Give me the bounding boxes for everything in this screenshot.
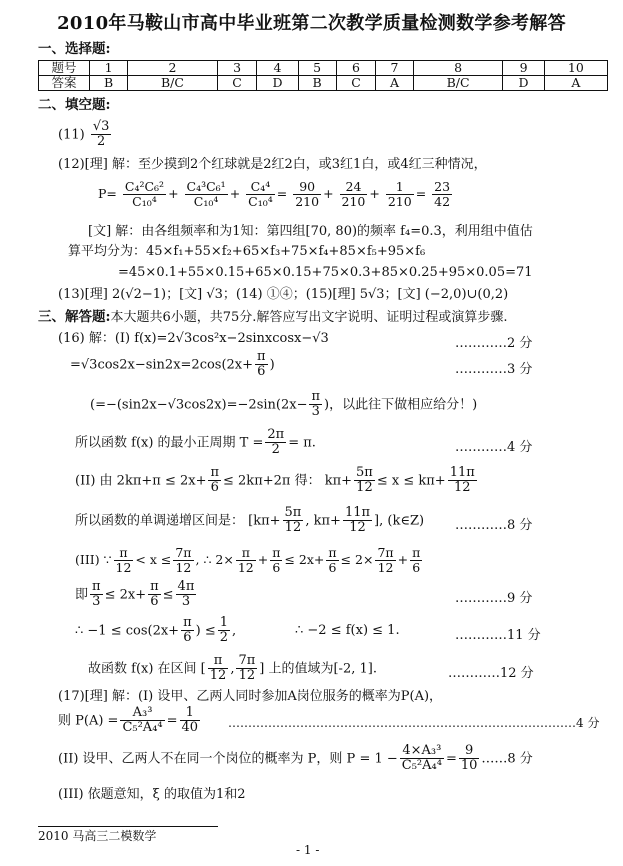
formula-text: )，以此往下做相应给分！) — [324, 397, 478, 413]
section-2-heading: 二、填空题: — [38, 97, 111, 113]
numerator: π — [150, 579, 159, 594]
numerator: 1 — [386, 180, 414, 195]
denominator: 10 — [460, 758, 478, 774]
numerator: π — [210, 465, 220, 480]
numerator: 4×A₃³ — [400, 744, 444, 759]
numerator: A₃³ — [120, 706, 164, 721]
numerator: π — [272, 545, 281, 560]
fraction — [181, 616, 194, 646]
numerator: π — [92, 579, 101, 594]
fraction — [148, 580, 161, 610]
fraction — [265, 428, 286, 458]
q11-fraction — [91, 120, 112, 150]
formula-text: , — [230, 661, 235, 677]
denominator: 6 — [412, 559, 421, 575]
fraction — [270, 546, 282, 575]
denominator: 2 — [96, 134, 106, 150]
formula-text: ≤ 2x+ — [104, 587, 147, 603]
numerator: 9 — [459, 744, 480, 759]
formula-text: (II) 设甲、乙两人不在同一个岗位的概率为 P，则 P = 1 − — [58, 751, 398, 767]
numerator: 2π — [267, 427, 285, 442]
fraction — [208, 654, 229, 684]
score: ……………………………………………………………………………4 分 — [228, 716, 600, 730]
numerator: 1 — [219, 615, 229, 630]
numerator: 7π — [175, 545, 192, 560]
denominator: 40 — [181, 720, 199, 736]
denominator: 3 — [181, 594, 191, 610]
fraction — [293, 180, 321, 209]
fraction — [410, 546, 422, 575]
formula-text: = — [166, 713, 178, 729]
fraction — [309, 390, 322, 420]
denominator: 12 — [238, 668, 256, 684]
formula-text: ) ≤ — [195, 623, 216, 639]
denominator: 210 — [387, 193, 412, 209]
denominator: 210 — [295, 193, 320, 209]
denominator: 12 — [453, 480, 471, 496]
numerator: 24 — [340, 180, 368, 195]
denominator: 12 — [237, 559, 254, 575]
table-cell: 5 — [298, 61, 336, 76]
numerator: 4π — [177, 579, 195, 594]
denominator: 6 — [328, 559, 337, 575]
q16-line4 — [75, 428, 316, 458]
formula-text: ≤ 2× — [340, 551, 374, 567]
table-cell: B/C — [413, 76, 503, 91]
numerator: 11π — [344, 505, 371, 520]
numerator: π — [257, 349, 266, 364]
score: …………4 分 — [455, 440, 533, 455]
table-cell: 1 — [90, 61, 128, 76]
fraction — [326, 546, 338, 575]
table-cell: B — [90, 76, 128, 91]
table-cell: 2 — [128, 61, 218, 76]
q12-wen-line3: =45×0.1+55×0.15+65×0.15+75×0.3+85×0.25+95×0.05=71 — [118, 265, 533, 280]
formula-text: (=−(sin2x−√3cos2x)=−2sin(2x− — [90, 397, 308, 413]
q16-line8 — [75, 580, 198, 610]
formula-text: ∴ −1 ≤ cos(2x+ — [75, 623, 180, 639]
page-title: 2010年马鞍山市高中毕业班第二次教学质量检测数学参考解答 — [57, 13, 566, 34]
q16-line9 — [75, 616, 236, 646]
fraction — [459, 744, 480, 774]
q16-line5 — [75, 466, 479, 496]
q16-line1: (16) 解：(I) f(x)=2√3cos²x−2sinxcosx−√3 — [58, 331, 329, 346]
formula-text: ……8 分 — [481, 751, 533, 767]
q16-line2 — [70, 350, 275, 380]
table-cell: D — [503, 76, 544, 91]
fraction — [400, 744, 444, 774]
q11-label: (11) — [58, 127, 85, 143]
formula-text: =√3cos2x−sin2x=2cos(2x+ — [70, 357, 254, 373]
formula-text: < x ≤ — [135, 551, 172, 567]
q12-li-text: (12)[理] 解：至少摸到2个红球就是2红2白，或3红1白，或4红三种情况， — [58, 157, 487, 172]
numerator: π — [114, 546, 134, 561]
numerator: 5π — [284, 505, 302, 520]
q17-line4: (III) 依题意知，ξ 的取值为1和2 — [58, 787, 246, 802]
q16-line10 — [88, 654, 377, 684]
q17-line2 — [58, 706, 202, 736]
fraction — [386, 180, 414, 209]
formula-text: ] 上的值域为[-2, 1]. — [259, 661, 377, 677]
table-row-answers — [39, 76, 608, 91]
denominator: 6 — [210, 480, 219, 496]
fraction — [208, 466, 221, 496]
formula-text: + — [257, 551, 269, 567]
table-cell: 8 — [413, 61, 503, 76]
numerator: π — [183, 615, 192, 630]
table-cell: B/C — [128, 76, 218, 91]
score: …………2 分 — [455, 336, 533, 351]
section-3-intro: 本大题共6小题，共75分.解答应写出文字说明、证明过程或演算步骤. — [110, 310, 508, 325]
numerator: 1 — [180, 706, 201, 721]
footer-divider — [38, 826, 218, 827]
numerator: C₄²C₆² — [124, 179, 165, 194]
fraction — [176, 580, 197, 610]
table-cell: 3 — [217, 61, 257, 76]
numerator: 23 — [434, 179, 451, 194]
denominator: C₅²A₄⁴ — [122, 720, 163, 736]
denominator: C₅²A₄⁴ — [401, 758, 442, 774]
score: …………11 分 — [455, 628, 541, 643]
score: …………12 分 — [448, 666, 534, 681]
fraction — [246, 180, 275, 209]
denominator: 12 — [284, 520, 302, 536]
table-answer-label: 答案 — [39, 76, 90, 91]
denominator: 12 — [175, 559, 192, 575]
section-3-heading: 三、解答题: — [38, 309, 111, 325]
fraction — [375, 546, 395, 575]
numerator: π — [236, 546, 256, 561]
formula-text: ) — [269, 357, 275, 373]
denominator: 12 — [356, 480, 373, 496]
table-cell: B — [298, 76, 336, 91]
formula-text: 则 P(A) = — [58, 713, 119, 729]
fraction — [180, 706, 201, 736]
section-1-heading: 一、选择题: — [38, 41, 111, 57]
denominator: 2 — [271, 442, 280, 458]
fraction — [236, 546, 256, 575]
numerator: π — [311, 389, 321, 404]
fraction — [123, 180, 166, 209]
denominator: 12 — [115, 559, 132, 575]
denominator: 12 — [349, 520, 366, 536]
q13-15-answers: (13)[理] 2(√2−1)；[文] √3；(14) ①④；(15)[理] 5√3；[文] (−2,0)∪(0,2) — [58, 287, 509, 302]
fraction — [90, 580, 103, 610]
numerator: 7π — [377, 545, 394, 560]
formula-text: 即 — [75, 587, 89, 603]
formula-text: ≤ — [162, 587, 174, 603]
fraction — [255, 350, 268, 380]
fraction — [173, 546, 193, 575]
formula-text: , ∴ 2× — [195, 551, 234, 567]
table-cell: C — [336, 76, 376, 91]
formula-text: (III) ∵ — [75, 551, 112, 567]
table-cell: C — [217, 76, 257, 91]
table-cell: 9 — [503, 61, 544, 76]
table-cell: A — [376, 76, 414, 91]
denominator: 6 — [150, 594, 159, 610]
formula-text: P= — [98, 185, 117, 201]
denominator: 3 — [92, 594, 101, 610]
fraction — [185, 180, 228, 209]
formula-text: ≤ 2x+ — [284, 551, 325, 567]
score: …………8 分 — [455, 518, 533, 533]
table-header-label: 题号 — [39, 61, 90, 76]
q11-answer — [58, 120, 113, 150]
denominator: 6 — [257, 364, 266, 380]
q16-line3 — [90, 390, 477, 420]
numerator: π — [328, 545, 337, 560]
numerator: 90 — [293, 180, 321, 195]
q12-wen-line1: [文] 解：由各组频率和为1知：第四组[70, 80)的频率 f₄=0.3，利用组中值估 — [88, 224, 533, 239]
fraction — [448, 466, 477, 496]
score: …………3 分 — [455, 362, 533, 377]
denominator: C₁₀⁴ — [248, 193, 273, 209]
denominator: 12 — [209, 668, 227, 684]
formula-text: ≤ x ≤ kπ+ — [376, 473, 446, 489]
table-cell: D — [257, 76, 298, 91]
answer-table — [38, 60, 608, 91]
table-row-numbers — [39, 61, 608, 76]
fraction — [120, 706, 164, 736]
table-cell: 6 — [336, 61, 376, 76]
denominator: C₁₀⁴ — [193, 193, 219, 209]
numerator: π — [412, 545, 421, 560]
numerator: 11π — [449, 465, 475, 480]
q17-line3 — [58, 744, 533, 774]
fraction — [340, 180, 368, 209]
denominator: 2 — [219, 630, 229, 646]
table-cell: 10 — [544, 61, 607, 76]
denominator: C₁₀⁴ — [132, 193, 157, 209]
fraction — [236, 654, 257, 684]
q16-line9-range: ∴ −2 ≤ f(x) ≤ 1. — [295, 623, 400, 638]
formula-text: 故函数 f(x) 在区间 [ — [88, 661, 206, 677]
formula-text: + — [397, 551, 409, 567]
denominator: 3 — [311, 404, 320, 420]
q17-line1: (17)[理] 解：(I) 设甲、乙两人同时参加A岗位服务的概率为P(A)， — [58, 689, 443, 704]
section-3-header — [38, 310, 508, 326]
formula-text: = — [445, 751, 457, 767]
numerator: 7π — [238, 653, 256, 668]
numerator: C₄³C₆¹ — [186, 179, 226, 194]
table-cell: 4 — [257, 61, 298, 76]
fraction — [114, 546, 134, 575]
fraction — [218, 616, 230, 646]
formula-text: , — [232, 623, 237, 639]
table-cell: 7 — [376, 61, 414, 76]
numerator: 5π — [356, 465, 373, 480]
page-number: - 1 - — [296, 843, 320, 857]
formula-text: , kπ+ — [305, 513, 341, 529]
numerator: √3 — [92, 119, 110, 134]
footer-left: 2010 马高三二模数学 — [38, 829, 157, 843]
numerator: π — [208, 654, 229, 669]
denominator: 6 — [272, 559, 281, 575]
q16-line6 — [75, 506, 424, 536]
fraction — [283, 506, 304, 536]
denominator: 210 — [341, 193, 366, 209]
score: …………9 分 — [455, 591, 533, 606]
q12-wen-line2: 算平均分为：45×f₁+55×f₂+65×f₃+75×f₄+85×f₅+95×f₆ — [68, 244, 426, 259]
formula-text: (II) 由 2kπ+π ≤ 2x+ — [75, 473, 207, 489]
denominator: 12 — [377, 559, 394, 575]
denominator: 42 — [434, 193, 451, 209]
formula-text: = π. — [288, 435, 316, 451]
formula-text: 所以函数的单调递增区间是： [kπ+ — [75, 513, 281, 529]
fraction — [432, 180, 452, 209]
numerator: C₄⁴ — [246, 180, 275, 195]
table-cell: A — [544, 76, 607, 91]
formula-text: ≤ 2kπ+2π 得： kπ+ — [223, 473, 353, 489]
q16-line7 — [75, 546, 424, 575]
formula-text: ], (k∈Z) — [374, 513, 425, 529]
fraction — [354, 466, 375, 496]
q12-probability-formula: P= $\frac{\text{C₄²C₆²}}{\text{C₁₀⁴}}$ + $\frac{\text{C₄³C₆¹}}{\text{C₁₀⁴}}$ + $\frac{\text{C₄⁴}}{\text{C₁₀⁴}}$ = $\frac{90}{210}$ + $\frac{24}{210}$ + $\frac{1}{210}$ = $\frac{23}{42}$ — [98, 179, 451, 209]
fraction — [343, 506, 372, 536]
denominator: 6 — [183, 630, 192, 646]
formula-text: 所以函数 f(x) 的最小正周期 T = — [75, 435, 264, 451]
